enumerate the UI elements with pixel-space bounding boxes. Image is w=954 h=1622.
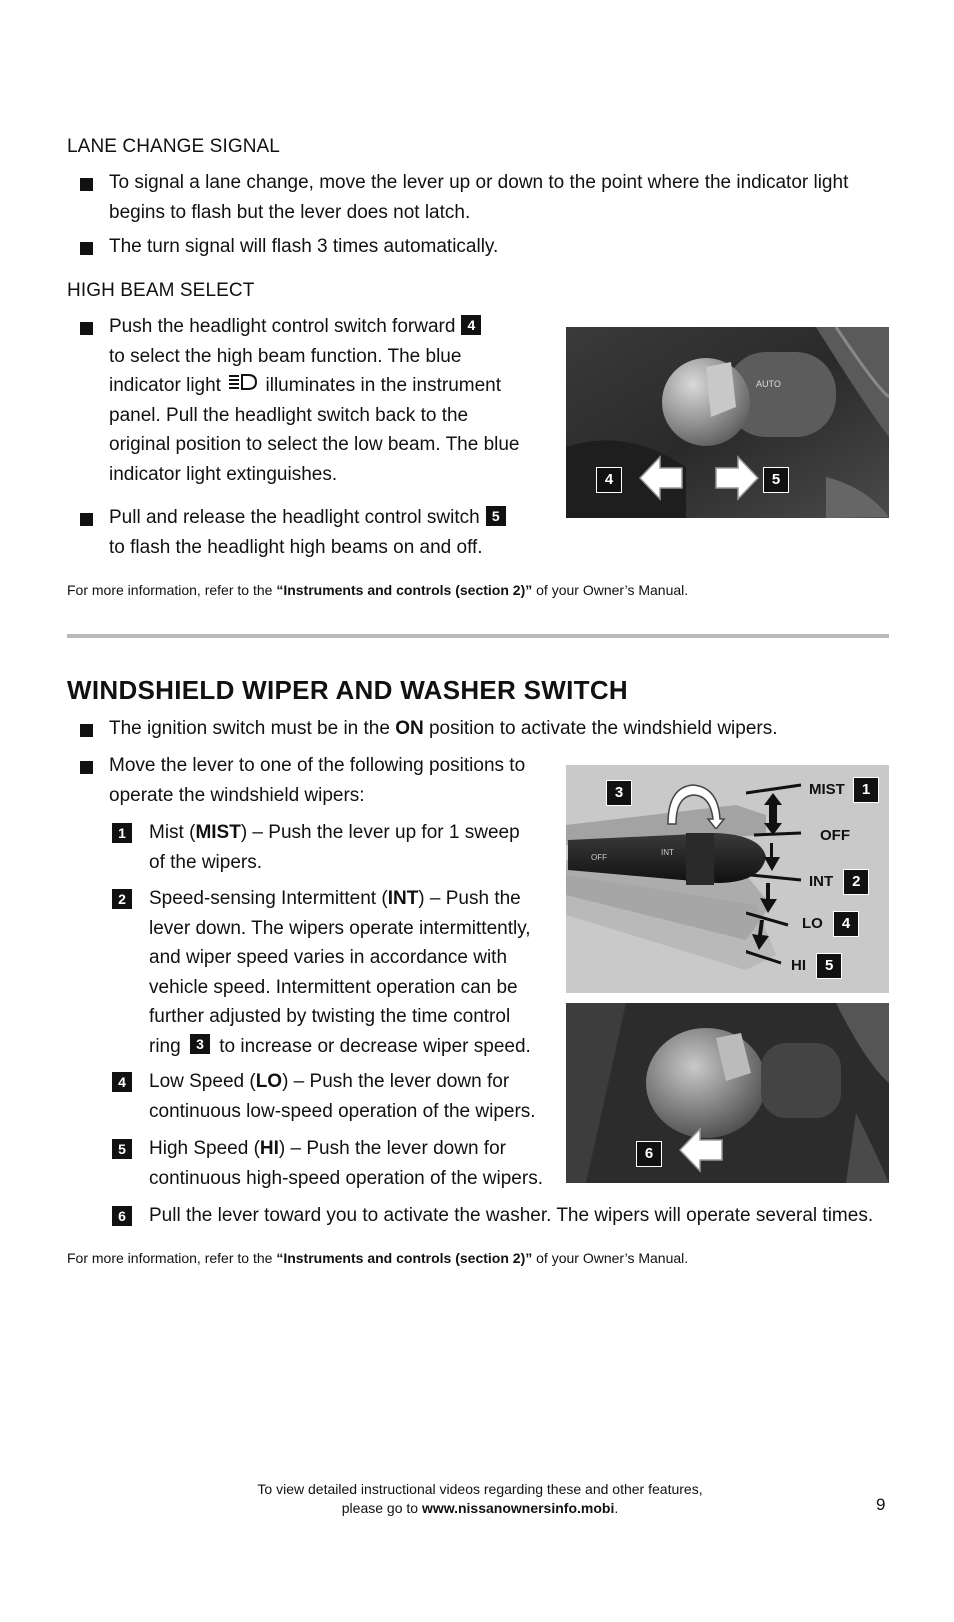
reference-note: For more information, refer to the “Instruments and controls (section 2)” of your Owner’s Manual.	[67, 582, 689, 598]
wiper-bullet-1: The ignition switch must be in the ON position to activate the windshield wipers.	[109, 718, 778, 739]
bullet-marker	[80, 724, 93, 737]
position-lo: LO 4	[802, 911, 859, 937]
position-hi: HI 5	[791, 953, 842, 979]
bullet-marker	[80, 242, 93, 255]
wiper-section-title: WINDSHIELD WIPER AND WASHER SWITCH	[67, 675, 628, 705]
bullet-marker	[80, 322, 93, 335]
callout-3-label: 3	[606, 780, 632, 806]
high-beam-bullet-1: Push the headlight control switch forward 4 to select the high beam function. The blue indicator light illuminates in the instrument panel. Pull the headlight switch back to the original position to select the low beam. The blue indicator light extinguishes.	[109, 316, 520, 485]
callout-badge: 4	[461, 315, 481, 335]
headlight-switch-photo	[566, 327, 889, 518]
position-mist: MIST 1	[809, 777, 879, 803]
twist-ring-arrow-icon	[658, 779, 728, 829]
svg-text:OFF: OFF	[591, 853, 607, 862]
section-divider	[67, 634, 889, 638]
arrow-right-icon	[714, 455, 760, 501]
high-beam-heading: HIGH BEAM SELECT	[67, 280, 255, 301]
arrow-left-icon	[638, 455, 684, 501]
mist-arrow-icon	[764, 793, 782, 835]
svg-text:INT: INT	[661, 848, 674, 857]
arrow-left-icon	[678, 1127, 724, 1173]
footer-url[interactable]: www.nissanownersinfo.mobi	[421, 1500, 615, 1516]
svg-text:AUTO: AUTO	[756, 379, 781, 389]
callout-5-label: 5	[763, 467, 789, 493]
bullet-marker	[80, 513, 93, 526]
reference-note: For more information, refer to the “Instruments and controls (section 2)” of your Owner’s Manual.	[67, 1250, 689, 1266]
callout-6-label: 6	[636, 1141, 662, 1167]
wiper-bullet-2: Move the lever to one of the following positions to operate the windshield wipers:	[109, 755, 526, 806]
bullet-marker	[80, 761, 93, 774]
callout-4-label: 4	[596, 467, 622, 493]
bullet-marker	[80, 178, 93, 191]
lane-change-bullet-1: To signal a lane change, move the lever up or down to the point where the indicator light begins to flash but the lever does not latch.	[109, 172, 849, 223]
page-number: 9	[876, 1495, 886, 1514]
callout-badge: 5	[486, 506, 506, 526]
wiper-lever-diagram	[566, 765, 889, 993]
high-beam-indicator-icon	[228, 371, 258, 401]
position-int: INT 2	[809, 869, 869, 895]
lane-change-bullet-2: The turn signal will flash 3 times automatically.	[109, 236, 499, 257]
lane-change-heading: LANE CHANGE SIGNAL	[67, 136, 280, 157]
washer-lever-photo	[566, 1003, 889, 1183]
high-beam-bullet-2: Pull and release the headlight control switch 5 to flash the headlight high beams on and off.	[109, 503, 506, 562]
footer-text: To view detailed instructional videos regarding these and other features, please go to www.nissanownersinfo.mobi.	[257, 1481, 703, 1516]
position-off: OFF	[820, 827, 850, 844]
